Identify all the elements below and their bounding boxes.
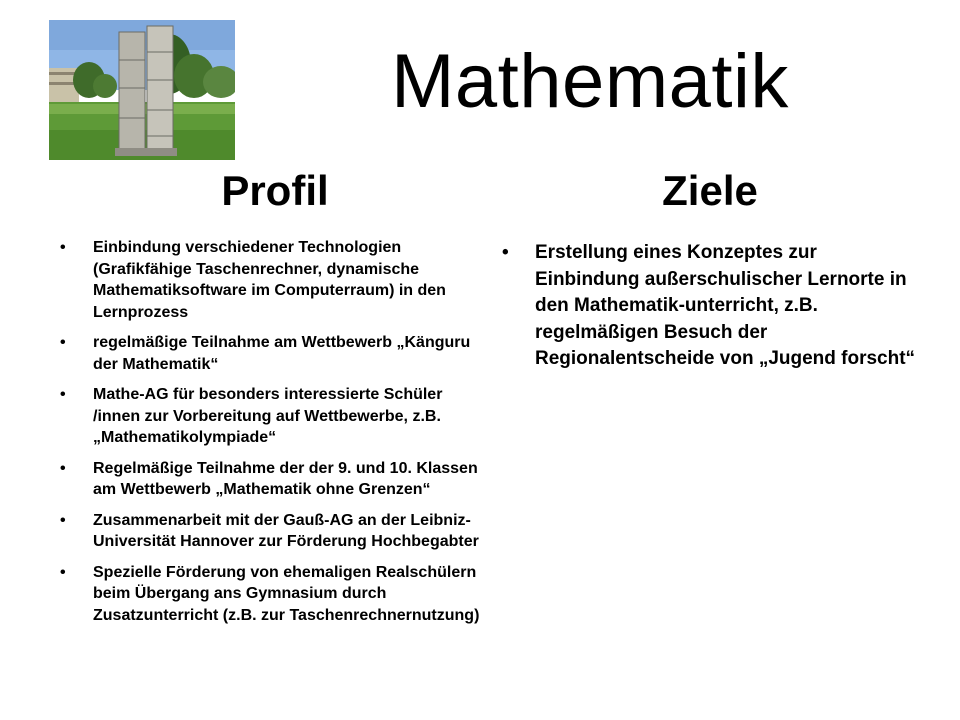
list-item-text: Spezielle Förderung von ehemaligen Realschülern beim Übergang ans Gymnasium durch Zusatzunterricht (z.B. zur Taschenrechnernutzung) — [93, 563, 480, 624]
list-item — [60, 332, 480, 375]
list-item-text: Regelmäßige Teilnahme der der 9. und 10. Klassen am Wettbewerb „Mathematik ohne Grenzen“ — [93, 459, 478, 498]
list-item — [60, 384, 480, 449]
bullet-icon: • — [60, 459, 66, 477]
list-item-text: Einbindung verschiedener Technologien (Grafikfähige Taschenrechner, dynamische Mathematiksoftware im Computerraum) in den Lernprozess — [93, 239, 446, 321]
list-item — [60, 562, 480, 627]
list-item — [60, 510, 480, 553]
list-item — [502, 240, 922, 373]
list-item-text: Erstellung eines Konzeptes zur Einbindung außerschulischer Lernorte in den Mathematik-unterricht, z.B. regelmäßigen Besuch der Regionalentscheide von „Jugend forscht“ — [535, 242, 916, 369]
bullet-icon: • — [60, 386, 66, 403]
bullet-icon: • — [502, 242, 509, 263]
bullet-icon: • — [60, 239, 66, 256]
bullet-icon: • — [60, 334, 66, 351]
list-item — [60, 237, 480, 323]
profil-heading: Profil — [221, 167, 329, 214]
list-item-text: Zusammenarbeit mit der Gauß-AG an der Leibniz-Universität Hannover zur Förderung Hochbegabter — [93, 511, 479, 550]
ziele-list — [502, 240, 922, 373]
list-item — [60, 458, 480, 501]
page-title: Mathematik — [391, 39, 789, 124]
list-item-text: Mathe-AG für besonders interessierte Schüler /innen zur Vorbereitung auf Wettbewerbe, z.B. „Mathematikolympiade“ — [93, 386, 443, 446]
bullet-icon: • — [60, 563, 66, 581]
bullet-icon: • — [60, 511, 66, 529]
profil-list — [60, 237, 480, 635]
list-item-text: regelmäßige Teilnahme am Wettbewerb „Känguru der Mathematik“ — [93, 334, 471, 373]
sculpture-photo — [49, 20, 235, 160]
ziele-heading: Ziele — [662, 167, 758, 214]
